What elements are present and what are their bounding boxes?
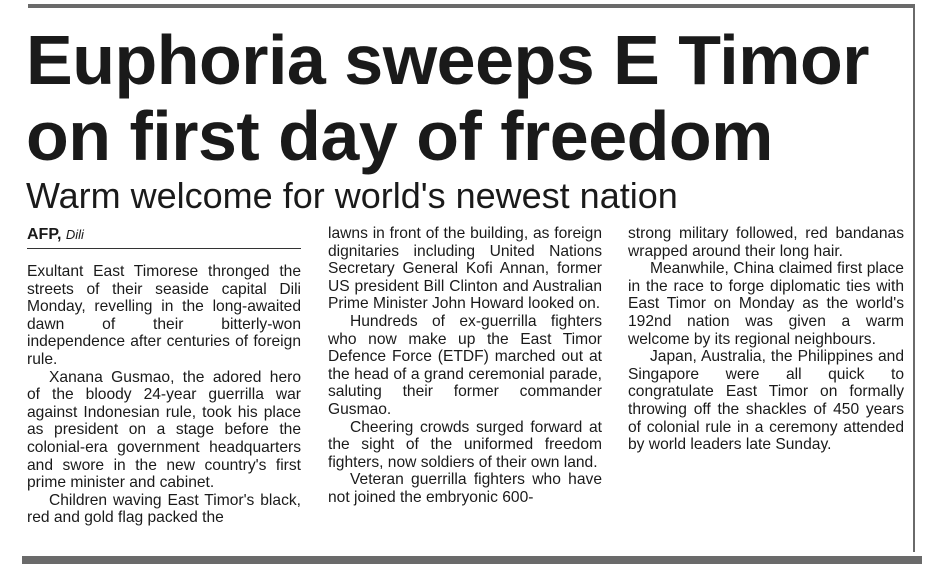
paragraph: Xanana Gusmao, the adored hero of the bloody 24-year guerrilla war against Indonesian rule, took his place as president on a stage before the colonial-era government headquarters and swore in the new country's first prime minister and cabinet. bbox=[27, 368, 301, 492]
article-column-3 bbox=[628, 225, 904, 454]
bottom-border-rule bbox=[22, 556, 922, 564]
paragraph: Veteran guerrilla fighters who have not joined the embryonic 600- bbox=[328, 471, 602, 506]
paragraph: Hundreds of ex-guerrilla fighters who now make up the East Timor Defence Force (ETDF) marched out at the head of a grand ceremonial parade, saluting their former commander Gusmao. bbox=[328, 312, 602, 418]
headline-line-1: Euphoria sweeps E Timor bbox=[26, 21, 869, 99]
headline bbox=[26, 22, 869, 174]
top-border-rule bbox=[28, 4, 914, 8]
article-column-1 bbox=[27, 263, 301, 527]
paragraph: Exultant East Timorese thronged the streets of their seaside capital Dili Monday, revelling in the long-awaited dawn of their bitterly-won independence after centuries of foreign rule. bbox=[27, 263, 301, 368]
article-column-2 bbox=[328, 225, 602, 507]
byline-agency: AFP, bbox=[27, 226, 62, 243]
byline-location: Dili bbox=[65, 227, 84, 242]
paragraph: strong military followed, red bandanas wrapped around their long hair. bbox=[628, 225, 904, 260]
byline bbox=[27, 225, 84, 245]
headline-line-2: on first day of freedom bbox=[26, 97, 773, 175]
paragraph: Japan, Australia, the Philippines and Singapore were all quick to congratulate East Timor on formally throwing off the shackles of 450 years of colonial rule in a ceremony attended by world leaders late Sunday. bbox=[628, 348, 904, 454]
subheadline: Warm welcome for world's newest nation bbox=[26, 175, 678, 216]
byline-divider bbox=[27, 248, 301, 249]
right-border-rule bbox=[913, 4, 915, 552]
paragraph: Children waving East Timor's black, red and gold flag packed the bbox=[27, 491, 301, 527]
paragraph: Meanwhile, China claimed first place in the race to forge diplomatic ties with East Timor on Monday as the world's 192nd nation was given a warm welcome by its regional neighbours. bbox=[628, 260, 904, 348]
paragraph: lawns in front of the building, as foreign dignitaries including United Nations Secretary General Kofi Annan, former US president Bill Clinton and Australian Prime Minister John Howard looked on. bbox=[328, 225, 602, 313]
paragraph: Cheering crowds surged forward at the sight of the uniformed freedom fighters, now soldiers of their own land. bbox=[328, 418, 602, 471]
